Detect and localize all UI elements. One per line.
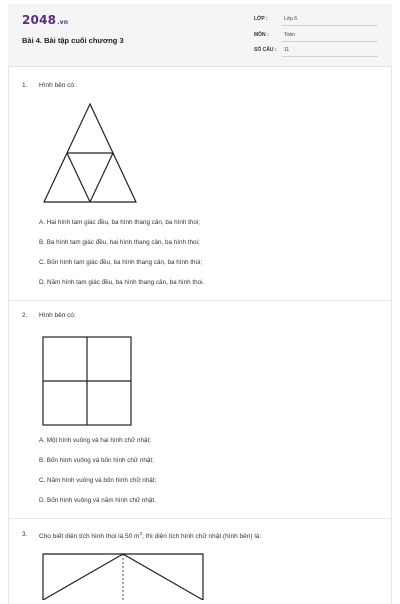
meta-subject-label: MÔN : bbox=[254, 32, 269, 38]
outer-rectangle bbox=[43, 554, 203, 600]
question-2-option-c[interactable]: C. Năm hình vuông và bốn hình chữ nhật; bbox=[39, 477, 157, 484]
document-page bbox=[8, 4, 392, 604]
meta-count-value: 11 bbox=[284, 47, 290, 53]
question-1-option-b[interactable]: B. Ba hình tam giác đều, hai hình thang cân, ba hình thoi; bbox=[39, 239, 200, 246]
logo-suffix: .vn bbox=[57, 19, 69, 26]
meta-class-value: Lớp 6 bbox=[284, 16, 298, 22]
question-2-number: 2. bbox=[22, 312, 28, 319]
question-2-option-a[interactable]: A. Một hình vuông và hai hình chữ nhật; bbox=[39, 437, 152, 444]
meta-underline bbox=[282, 41, 378, 42]
rhombus-edge-left bbox=[43, 554, 123, 600]
question-1-number: 1. bbox=[22, 82, 28, 89]
logo-text: 2048 bbox=[22, 13, 57, 27]
page-title: Bài 4. Bài tập cuối chương 3 bbox=[22, 36, 124, 45]
meta-count-row bbox=[254, 45, 378, 57]
question-separator bbox=[8, 300, 392, 301]
meta-subject-value: Toán bbox=[284, 32, 295, 38]
meta-class-row bbox=[254, 14, 378, 26]
question-2-option-b[interactable]: B. Bốn hình vuông và bốn hình chữ nhật; bbox=[39, 457, 154, 464]
question-3-text-main: Cho biết diện tích hình thoi là 50 m bbox=[39, 533, 140, 541]
rhombus-edge-right bbox=[123, 554, 203, 600]
logo[interactable] bbox=[22, 13, 68, 27]
question-1-text: Hình bên có: bbox=[39, 82, 76, 89]
meta-class-label: LỚP : bbox=[254, 16, 268, 22]
question-3-number: 3. bbox=[22, 531, 28, 538]
question-separator bbox=[8, 518, 392, 519]
question-1-option-c[interactable]: C. Bốn hình tam giác đều, ba hình thang cân, ba hình thoi; bbox=[39, 259, 203, 266]
meta-underline bbox=[282, 25, 378, 26]
meta-count-label: SỐ CÂU : bbox=[254, 47, 277, 53]
meta-underline bbox=[282, 56, 378, 57]
question-3-text-tail: , thì diện tích hình chữ nhật (hình bên) là: bbox=[141, 533, 262, 541]
question-2-text: Hình bên có: bbox=[39, 312, 76, 319]
inner-edge-left bbox=[67, 153, 90, 202]
figure-rhombus-in-rectangle bbox=[42, 553, 204, 600]
question-3-text bbox=[39, 531, 261, 540]
meta-subject-row bbox=[254, 30, 378, 42]
question-1-option-d[interactable]: D. Năm hình tam giác đều, ba hình thang cân, ba hình thoi. bbox=[39, 279, 205, 286]
question-2-option-d[interactable]: D. Bốn hình vuông và năm hình chữ nhật. bbox=[39, 497, 156, 504]
figure-triangle-grid bbox=[42, 102, 138, 204]
figure-square-grid bbox=[42, 336, 132, 428]
question-1-option-a[interactable]: A. Hai hình tam giác đều, ba hình thang cân, ba hình thoi; bbox=[39, 219, 201, 226]
inner-edge-right bbox=[90, 153, 113, 202]
question-3-text-superscript: 2 bbox=[139, 531, 142, 536]
